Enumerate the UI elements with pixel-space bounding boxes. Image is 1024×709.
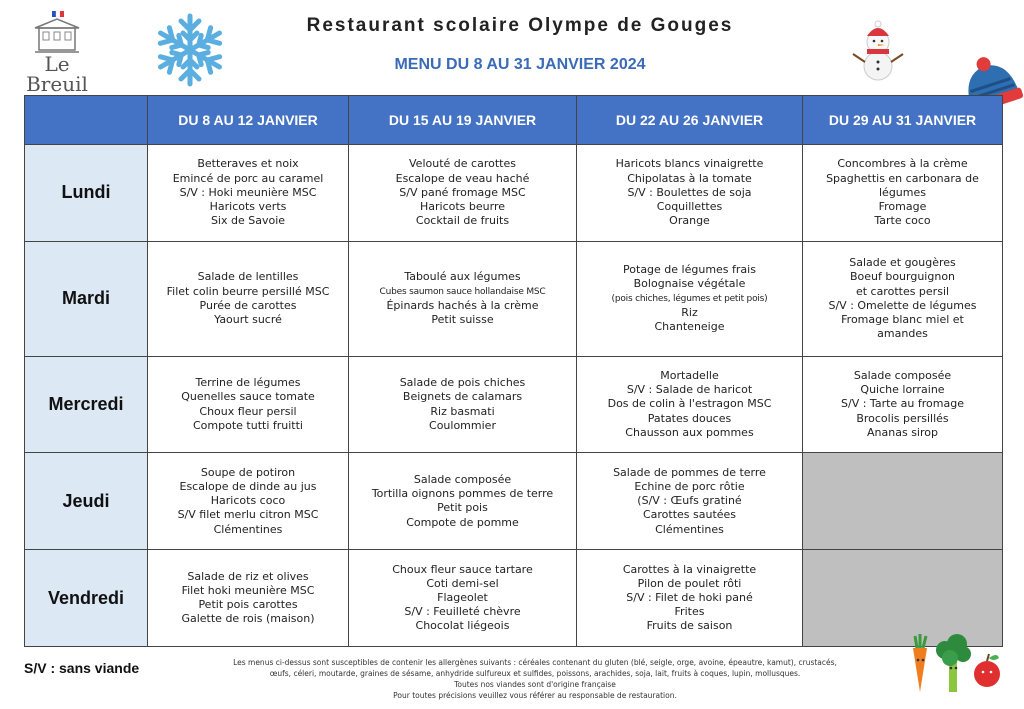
menu-cell: [577, 550, 803, 647]
dish-line: et carottes persil: [855, 284, 950, 298]
menu-cell: [349, 241, 577, 356]
dish-line: Salade de lentilles: [197, 270, 299, 284]
week-header: DU 15 AU 19 JANVIER: [349, 96, 577, 145]
dish-line: S/V pané fromage MSC: [399, 185, 526, 199]
dish-line: (pois chiches, légumes et petit pois): [611, 293, 768, 304]
allergen-notice: [170, 657, 900, 701]
dish-line: Fromage blanc miel et: [841, 312, 964, 326]
week-header-row: [25, 96, 1003, 145]
vegetables-icon: [905, 630, 1005, 696]
menu-cell: [148, 453, 349, 550]
dish-line: légumes: [879, 185, 926, 199]
menu-cell: [349, 145, 577, 242]
dish-line: Compote tutti fruitti: [193, 418, 303, 432]
day-row-vendredi: [25, 550, 1003, 647]
allergen-line: Pour toutes précisions veuillez vous référer au responsable de restauration.: [393, 691, 677, 700]
dish-line: S/V : Filet de hoki pané: [626, 591, 753, 604]
dish-line: Flageolet: [437, 591, 488, 604]
dish-line: Brocolis persillés: [856, 411, 949, 425]
page-title: Restaurant scolaire Olympe de Gouges: [306, 15, 734, 36]
dish-line: Riz: [681, 305, 698, 319]
menu-cell: [148, 550, 349, 647]
dish-line: Quenelles sauce tomate: [181, 390, 315, 404]
dish-line: Frites: [674, 605, 705, 619]
menu-cell: [148, 145, 349, 242]
dish-line: Clémentines: [213, 522, 283, 536]
dish-line: Potage de légumes frais: [623, 263, 756, 277]
dish-line: Chausson aux pommes: [625, 425, 754, 439]
dish-line: Haricots blancs vinaigrette: [615, 157, 764, 171]
dish-line: Tortilla oignons pommes de terre: [371, 487, 554, 501]
dish-line: S/V : Hoki meunière MSC: [179, 185, 317, 199]
dish-line: Yaourt sucré: [214, 312, 282, 326]
dish-line: Orange: [669, 214, 710, 228]
dish-line: Clémentines: [655, 522, 724, 536]
dish-line: S/V filet merlu citron MSC: [177, 508, 319, 522]
dish-line: S/V : Boulettes de soja: [627, 185, 752, 199]
dish-line: Escalope de veau haché: [395, 171, 530, 185]
menu-cell: [577, 241, 803, 356]
day-label: Mardi: [25, 241, 148, 356]
dish-line: Concombres à la crème: [837, 157, 968, 171]
dish-line: Haricots coco: [210, 494, 286, 508]
dish-line: S/V : Tarte au fromage: [841, 397, 964, 411]
dish-line: Six de Savoie: [210, 214, 286, 228]
menu-cell: [803, 241, 1003, 356]
dish-line: Beignets de calamars: [402, 390, 523, 404]
day-row-mardi: [25, 241, 1003, 356]
dish-line: Salade composée: [413, 472, 512, 486]
allergen-line: Toutes nos viandes sont d'origine française: [454, 680, 616, 689]
dish-line: Emincé de porc au caramel: [172, 171, 324, 185]
sv-legend: S/V : sans viande: [24, 660, 140, 676]
dish-line: (S/V : Œufs gratiné: [637, 494, 742, 508]
dish-line: Coulommier: [429, 418, 496, 432]
dish-line: Chocolat liégeois: [415, 619, 510, 633]
le-breuil-logo: [14, 10, 100, 96]
dish-line: Purée de carottes: [199, 298, 297, 312]
dish-line: Escalope de dinde au jus: [179, 480, 317, 493]
dish-line: Salade de pommes de terre: [613, 465, 766, 479]
dish-line: Épinards hachés à la crème: [386, 298, 539, 312]
dish-line: Dos de colin à l'estragon MSC: [607, 397, 772, 411]
dish-line: Choux fleur sauce tartare: [392, 562, 533, 576]
dish-line: S/V : Feuilleté chèvre: [404, 605, 521, 619]
dish-line: Coti demi-sel: [426, 576, 499, 590]
town-hall-icon: [31, 10, 83, 56]
menu-cell: [349, 453, 577, 550]
menu-cell: [349, 550, 577, 647]
menu-cell: [577, 453, 803, 550]
dish-line: Carottes sautées: [642, 508, 737, 522]
snowflake-icon: [150, 10, 230, 90]
dish-line: Fromage: [878, 199, 927, 213]
menu-cell: [577, 356, 803, 453]
day-label: Lundi: [25, 145, 148, 242]
menu-cell: [148, 356, 349, 453]
dish-line: Filet colin beurre persillé MSC: [166, 284, 330, 298]
dish-line: Patates douces: [647, 411, 732, 425]
dish-line: Salade et gougères: [849, 256, 956, 270]
dish-line: Mortadelle: [660, 369, 719, 383]
dish-line: Boeuf bourguignon: [849, 270, 956, 284]
snowman-icon: [848, 18, 908, 82]
day-row-lundi: [25, 145, 1003, 242]
dish-line: Fruits de saison: [646, 619, 733, 633]
dish-line: Spaghettis en carbonara de: [826, 171, 979, 185]
day-label: Vendredi: [25, 550, 148, 647]
dish-line: Compote de pomme: [406, 515, 519, 529]
dish-line: Soupe de potiron: [200, 465, 296, 479]
dish-line: Salade composée: [853, 369, 952, 383]
allergen-line: Les menus ci-dessus sont susceptibles de contenir les allergènes suivants : céréales contenant du gluten (blé, seigle, orge, avoine, épeautre, kamut), crustacés,: [233, 658, 837, 667]
menu-period-subtitle: MENU DU 8 AU 31 JANVIER 2024: [394, 56, 646, 73]
dish-line: Haricots verts: [209, 199, 287, 213]
menu-cell: [803, 356, 1003, 453]
dish-line: Tarte coco: [874, 214, 931, 228]
dish-line: amandes: [877, 327, 928, 341]
dish-line: Echine de porc rôtie: [634, 480, 745, 493]
day-row-jeudi: [25, 453, 1003, 550]
dish-line: Riz basmati: [430, 404, 495, 418]
logo-text: Le Breuil: [26, 52, 88, 96]
dish-line: Petit suisse: [431, 312, 494, 326]
menu-table: [24, 95, 1003, 647]
dish-line: Chanteneige: [654, 320, 725, 334]
dish-line: Terrine de légumes: [195, 376, 301, 390]
dish-line: Carottes à la vinaigrette: [622, 562, 757, 576]
dish-line: Filet hoki meunière MSC: [181, 583, 315, 597]
dish-line: Pilon de poulet rôti: [637, 576, 742, 590]
dish-line: Galette de rois (maison): [181, 612, 315, 626]
dish-line: Coquillettes: [656, 199, 723, 213]
dish-line: Choux fleur persil: [199, 404, 297, 418]
dish-line: Velouté de carottes: [409, 157, 516, 171]
menu-cell: [577, 145, 803, 242]
dish-line: Petit pois carottes: [198, 598, 298, 612]
menu-cell: [803, 145, 1003, 242]
dish-line: Haricots beurre: [419, 199, 505, 213]
day-row-mercredi: [25, 356, 1003, 453]
dish-line: Betteraves et noix: [197, 157, 299, 171]
day-label: Mercredi: [25, 356, 148, 453]
dish-line: Petit pois: [437, 501, 488, 515]
dish-line: Taboulé aux légumes: [404, 270, 521, 284]
allergen-line: œufs, céleri, moutarde, graines de sésame, anhydride sulfureux et sulfides, poissons, arachides, soja, lait, fruits à coques, lupin, mollusques.: [269, 669, 801, 678]
menu-cell: [148, 241, 349, 356]
dish-line: S/V : Omelette de légumes: [828, 298, 977, 312]
dish-line: Quiche lorraine: [860, 383, 945, 397]
week-header: DU 29 AU 31 JANVIER: [803, 96, 1003, 145]
week-header: DU 8 AU 12 JANVIER: [148, 96, 349, 145]
menu-cell: [349, 356, 577, 453]
dish-line: Salade de pois chiches: [399, 376, 526, 390]
dish-line: S/V : Salade de haricot: [626, 383, 753, 397]
dish-line: Salade de riz et olives: [187, 569, 309, 583]
dish-line: Bolognaise végétale: [633, 277, 746, 291]
dish-line: Ananas sirop: [867, 425, 938, 439]
dish-line: Chipolatas à la tomate: [627, 171, 752, 185]
dish-line: Cubes saumon sauce hollandaise MSC: [379, 286, 546, 297]
dish-line: Cocktail de fruits: [415, 214, 510, 228]
week-header: DU 22 AU 26 JANVIER: [577, 96, 803, 145]
menu-cell-empty: [803, 453, 1003, 550]
corner-header: [25, 96, 148, 145]
day-label: Jeudi: [25, 453, 148, 550]
